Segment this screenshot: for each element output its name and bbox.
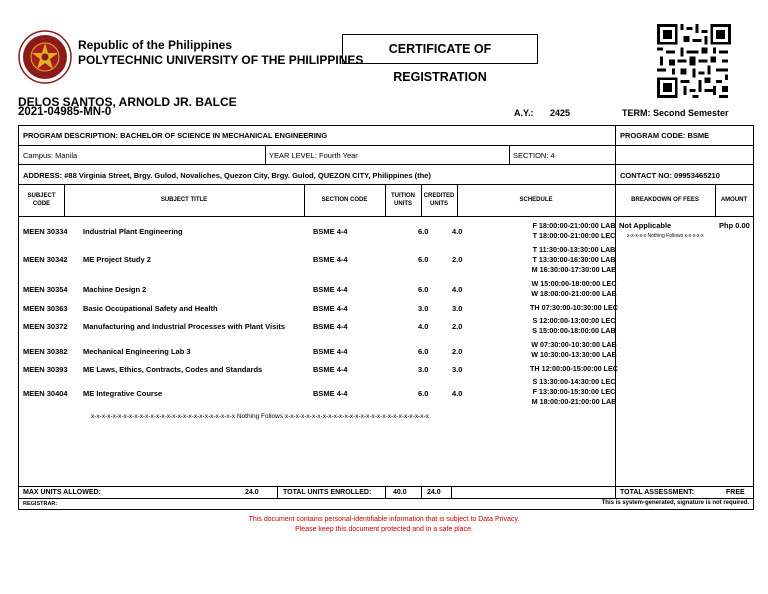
schedule-line: F 18:00:00-21:00:00 LAB — [532, 221, 616, 230]
credited-units: 2.0 — [452, 255, 463, 264]
schedule-line: T 11:30:00-13:30:00 LAB — [532, 245, 616, 254]
privacy-notice-line1: This document contains personal-identifiable information that is subject to Data Privacy. — [248, 516, 520, 523]
total-assessment-label: TOTAL ASSESSMENT: — [620, 489, 695, 496]
schedule-line: W 10:30:00-13:30:00 LAB — [531, 350, 617, 359]
contact-number: CONTACT NO: 09953465210 — [620, 171, 720, 180]
term-value: Second Semester — [653, 108, 729, 118]
total-units-label: TOTAL UNITS ENROLLED: — [283, 489, 372, 496]
subject-title: Machine Design 2 — [83, 285, 147, 294]
schedule — [499, 364, 649, 374]
section-code: BSME 4-4 — [313, 304, 348, 313]
schedule — [499, 377, 649, 407]
total-credited-units: 24.0 — [427, 489, 441, 496]
total-assessment-value: FREE — [726, 489, 745, 496]
subject-title: ME Laws, Ethics, Contracts, Codes and Standards — [83, 365, 263, 374]
student-number: 2021-04985-MN-0 — [18, 106, 112, 118]
max-units-label: MAX UNITS ALLOWED: — [23, 489, 101, 496]
schedule-line: F 13:30:00-15:30:00 LEC — [532, 387, 616, 396]
subject-code: MEEN 30334 — [23, 227, 68, 236]
schedule-line: TH 07:30:00-10:30:00 LEC — [530, 303, 618, 312]
university-seal-logo — [18, 30, 72, 84]
subject-title: Manufacturing and Industrial Processes with Plant Visits — [83, 322, 285, 331]
section-code: BSME 4-4 — [313, 347, 348, 356]
schedule-line: T 18:00:00-21:00:00 LEC — [532, 231, 616, 240]
subject-code: MEEN 30382 — [23, 347, 68, 356]
section-code: BSME 4-4 — [313, 285, 348, 294]
section-code: BSME 4-4 — [313, 365, 348, 374]
fee-item: Not Applicable — [619, 221, 672, 230]
schedule — [499, 245, 649, 275]
credited-units: 4.0 — [452, 285, 463, 294]
header-breakdown-of-fees: BREAKDOWN OF FEES — [631, 197, 699, 203]
header-amount: AMOUNT — [720, 197, 748, 203]
schedule-line: S 13:30:00-14:30:00 LEC — [532, 377, 616, 386]
subject-title: Mechanical Engineering Lab 3 — [83, 347, 191, 356]
schedule-line: M 18:00:00-21:00:00 LAB — [531, 397, 617, 406]
credited-units: 3.0 — [452, 365, 463, 374]
schedule — [499, 303, 649, 313]
schedule — [499, 279, 649, 299]
subject-code: MEEN 30354 — [23, 285, 68, 294]
subject-title: Basic Occupational Safety and Health — [83, 304, 218, 313]
ay-label: A.Y.: — [514, 108, 534, 118]
credited-units: 3.0 — [452, 304, 463, 313]
tuition-units: 6.0 — [418, 227, 429, 236]
credited-units: 4.0 — [452, 389, 463, 398]
schedule-line: TH 12:00:00-15:00:00 LEC — [530, 364, 618, 373]
term-label: TERM: — [622, 108, 651, 118]
tuition-units: 4.0 — [418, 322, 429, 331]
section-code: BSME 4-4 — [313, 322, 348, 331]
republic-heading: Republic of the Philippines — [78, 38, 233, 52]
header-subject-code: SUBJECT CODE — [27, 193, 56, 207]
subject-title: ME Integrative Course — [83, 389, 163, 398]
registrar-label: REGISTRAR: — [23, 501, 58, 507]
fee-amount: Php 0.00 — [719, 221, 750, 230]
schedule-line: W 18:00:00-21:00:00 LAB — [531, 289, 617, 298]
credited-units: 2.0 — [452, 322, 463, 331]
schedule — [499, 316, 649, 336]
header-section-code: SECTION CODE — [321, 197, 368, 203]
header-schedule: SCHEDULE — [519, 197, 553, 203]
tuition-units: 6.0 — [418, 389, 429, 398]
header-subject-title: SUBJECT TITLE — [160, 197, 208, 203]
subject-title: ME Project Study 2 — [83, 255, 151, 264]
section-code: BSME 4-4 — [313, 389, 348, 398]
subject-code: MEEN 30393 — [23, 365, 68, 374]
section-code: BSME 4-4 — [313, 255, 348, 264]
year-level: YEAR LEVEL: Fourth Year — [269, 151, 358, 160]
certificate-title: CERTIFICATE OF REGISTRATION — [342, 34, 538, 64]
credited-units: 4.0 — [452, 227, 463, 236]
subject-title: Industrial Plant Engineering — [83, 227, 183, 236]
header-tuition-units: TUITION UNITS — [391, 193, 415, 207]
registration-table — [18, 125, 754, 510]
student-name: DELOS SANTOS, ARNOLD JR. BALCE — [18, 95, 237, 109]
subject-code: MEEN 30372 — [23, 322, 68, 331]
tuition-units: 6.0 — [418, 255, 429, 264]
university-name: POLYTECHNIC UNIVERSITY OF THE PHILIPPINES — [78, 53, 364, 67]
program-code: PROGRAM CODE: BSME — [620, 131, 710, 140]
schedule-line: M 16:30:00-17:30:00 LAB — [531, 265, 617, 274]
schedule-line: W 07:30:00-10:30:00 LAB — [531, 340, 617, 349]
schedule-line: W 15:00:00-18:00:00 LEC — [531, 279, 617, 288]
tuition-units: 6.0 — [418, 285, 429, 294]
max-units-value: 24.0 — [245, 489, 259, 496]
privacy-notice-line2: Please keep this document protected and in a safe place. — [295, 526, 473, 533]
credited-units: 2.0 — [452, 347, 463, 356]
address: ADDRESS: #88 Virginia Street, Brgy. Gulod, Novaliches, Quezon City, Brgy. Gulod, QUEZON CITY, Philippines (the) — [23, 171, 431, 180]
tuition-units: 6.0 — [418, 347, 429, 356]
campus: Campus: Manila — [23, 151, 78, 160]
program-description: PROGRAM DESCRIPTION: BACHELOR OF SCIENCE IN MECHANICAL ENGINEERING — [23, 131, 328, 140]
system-note: This is system-generated, signature is not required. — [601, 500, 749, 506]
schedule-line: T 13:30:00-16:30:00 LAB — [532, 255, 616, 264]
header-credited-units: CREDITED UNITS — [423, 193, 455, 207]
nothing-follows: x-x-x-x-x-x-x-x-x-x-x-x-x-x-x-x-x-x-x-x-x-x-x-x-x-x-x Nothing Follows x-x-x-x-x-x-x-x-x-x-x-x-x-x-x-x-x-x-x-x-x-x-x-x-x-x-x — [91, 413, 429, 420]
schedule-line: S 15:00:00-18:00:00 LAB — [532, 326, 616, 335]
subject-code: MEEN 30363 — [23, 304, 68, 313]
ay-value: 2425 — [550, 108, 571, 118]
fees-nothing-follows: x-x-x-x-x Nothing Follows x-x-x-x-x — [627, 233, 704, 239]
schedule — [499, 340, 649, 360]
tuition-units: 3.0 — [418, 304, 429, 313]
qr-code-icon — [657, 24, 731, 98]
section-code: BSME 4-4 — [313, 227, 348, 236]
subject-code: MEEN 30342 — [23, 255, 68, 264]
schedule-line: S 12:00:00-13:00:00 LEC — [532, 316, 616, 325]
tuition-units: 3.0 — [418, 365, 429, 374]
subject-code: MEEN 30404 — [23, 389, 68, 398]
section: SECTION: 4 — [513, 151, 555, 160]
term — [622, 108, 729, 118]
total-tuition-units: 40.0 — [393, 489, 407, 496]
academic-year — [514, 108, 570, 118]
